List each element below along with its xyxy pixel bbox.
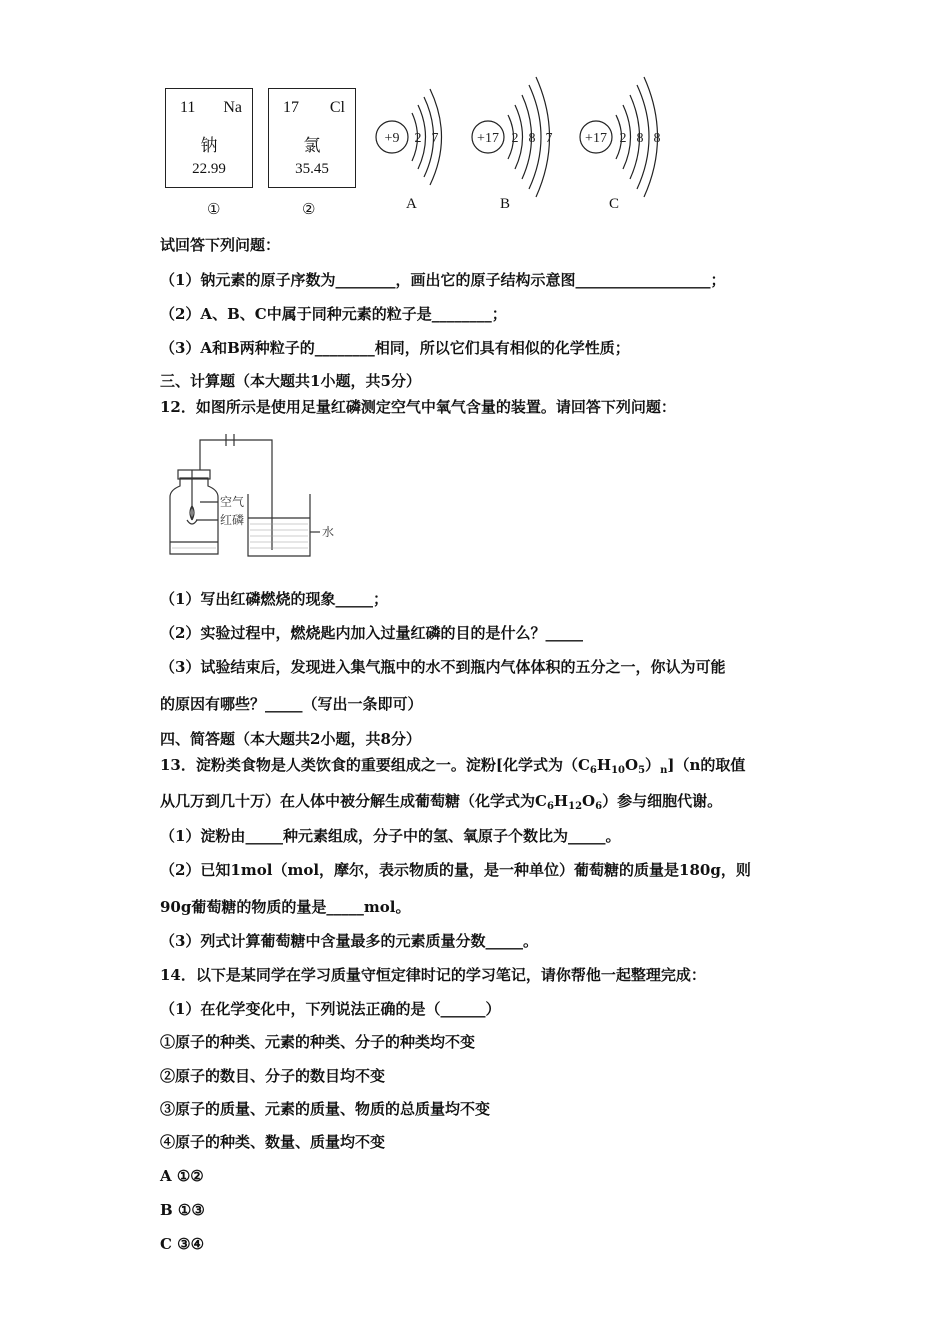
formula-element: H [553, 792, 569, 810]
shell-count-c2: 8 [636, 131, 644, 146]
q14-stem: 14．以下是某同学在学习质量守恒定律时记的学习笔记，请你帮他一起整理完成： [160, 966, 706, 984]
q12-part3a: （3）试验结束后，发现进入集气瓶中的水不到瓶内气体体积的五分之一，你认为可能 [160, 658, 726, 676]
subscript: 6 [589, 765, 597, 776]
red-phosphorus-apparatus [160, 432, 340, 562]
q11-part3: （3）A和B两种粒子的________相同，所以它们具有相似的化学性质； [160, 339, 630, 357]
atomic-mass: 22.99 [192, 161, 226, 177]
diagram-label-c: C [609, 196, 620, 212]
formula-element: H [596, 756, 612, 774]
air-label: 空气 [220, 495, 245, 509]
formula-bracket: ） [645, 756, 661, 774]
shell-count-c3: 8 [653, 131, 661, 146]
q13-stem-text: ）参与细胞代谢。 [602, 792, 723, 810]
shell-count-b3: 7 [545, 131, 553, 146]
card-label-1: ① [207, 202, 221, 218]
q13-part2a: （2）已知1mol（mol，摩尔，表示物质的量，是一种单位）葡萄糖的质量是180g，则 [160, 861, 751, 879]
q14-choice-b: B ①③ [160, 1201, 205, 1219]
chlorine-element-card [268, 88, 356, 188]
q14-choice-a: A ①② [160, 1167, 204, 1185]
diagram-label-b: B [500, 196, 511, 212]
q14-statement-3: ③原子的质量、元素的质量、物质的总质量均不变 [160, 1100, 491, 1118]
subscript: n [660, 765, 668, 776]
section-4-heading: 四、简答题（本大题共2小题，共8分） [160, 730, 421, 748]
water-label: 水 [322, 525, 335, 539]
card-label-2: ② [302, 202, 316, 218]
shell-count-a1: 2 [414, 131, 422, 146]
atomic-mass: 35.45 [295, 161, 329, 177]
element-symbol: Cl [329, 99, 345, 116]
q14-statement-2: ②原子的数目、分子的数目均不变 [160, 1067, 386, 1085]
combustion-spoon-cup [187, 520, 197, 524]
subscript: 5 [638, 765, 646, 776]
atomic-structure-diagrams [365, 75, 675, 215]
q12-part2: （2）实验过程中，燃烧匙内加入过量红磷的目的是什么？_____ [160, 624, 583, 642]
sodium-element-card [165, 88, 253, 188]
subscript: 6 [546, 801, 554, 812]
beaker [248, 494, 310, 556]
q13-stem-text: 13．淀粉类食物是人类饮食的重要组成之一。淀粉[化学式为（C [160, 756, 590, 774]
q14-choice-c: C ③④ [160, 1235, 205, 1253]
q11-part1: （1）钠元素的原子序数为________，画出它的原子结构示意图__________________； [160, 271, 726, 289]
q12-part1: （1）写出红磷燃烧的现象_____； [160, 590, 388, 608]
q13-part3: （3）列式计算葡萄糖中含量最多的元素质量分数_____。 [160, 932, 538, 950]
q13-stem-text: ]（n的取值 [667, 756, 746, 774]
phosphorus-label: 红磷 [220, 513, 245, 527]
element-name: 钠 [200, 136, 218, 155]
formula-element: O [582, 792, 596, 810]
element-name: 氯 [303, 136, 321, 155]
section-3-heading: 三、计算题（本大题共1小题，共5分） [160, 372, 421, 390]
nucleus-charge-a: +9 [384, 131, 400, 146]
diagram-label-a: A [406, 196, 417, 212]
q14-statement-4: ④原子的种类、数量、质量均不变 [160, 1133, 386, 1151]
formula-element: O [625, 756, 639, 774]
shell-count-b2: 8 [528, 131, 536, 146]
q14-part1: （1）在化学变化中，下列说法正确的是（______） [160, 1000, 501, 1018]
shell-count-a2: 7 [431, 131, 439, 146]
subscript: 10 [611, 765, 625, 776]
q13-stem-text: 从几万到几十万）在人体中被分解生成葡萄糖（化学式为C [160, 792, 547, 810]
q14-statement-1: ①原子的种类、元素的种类、分子的种类均不变 [160, 1033, 476, 1051]
q13-stem-line2 [160, 791, 722, 817]
atomic-number: 17 [283, 99, 299, 116]
q13-part2b: 90g葡萄糖的物质的量是_____mol。 [160, 898, 411, 916]
shell-count-c1: 2 [619, 131, 627, 146]
q11-prompt: 试回答下列问题： [160, 236, 281, 254]
q11-part2: （2）A、B、C中属于同种元素的粒子是________； [160, 305, 507, 323]
nucleus-charge-c: +17 [585, 131, 607, 146]
atomic-number: 11 [180, 99, 196, 116]
nucleus-charge-b: +17 [477, 131, 499, 146]
q12-stem: 12．如图所示是使用足量红磷测定空气中氧气含量的装置。请回答下列问题： [160, 398, 676, 416]
subscript: 12 [568, 801, 583, 812]
q13-stem-line1 [160, 755, 745, 781]
q13-part1: （1）淀粉由_____种元素组成，分子中的氢、氧原子个数比为_____。 [160, 827, 621, 845]
subscript: 6 [595, 801, 603, 812]
q12-part3b: 的原因有哪些？_____（写出一条即可） [160, 695, 423, 713]
element-symbol: Na [223, 99, 242, 116]
shell-count-b1: 2 [511, 131, 519, 146]
